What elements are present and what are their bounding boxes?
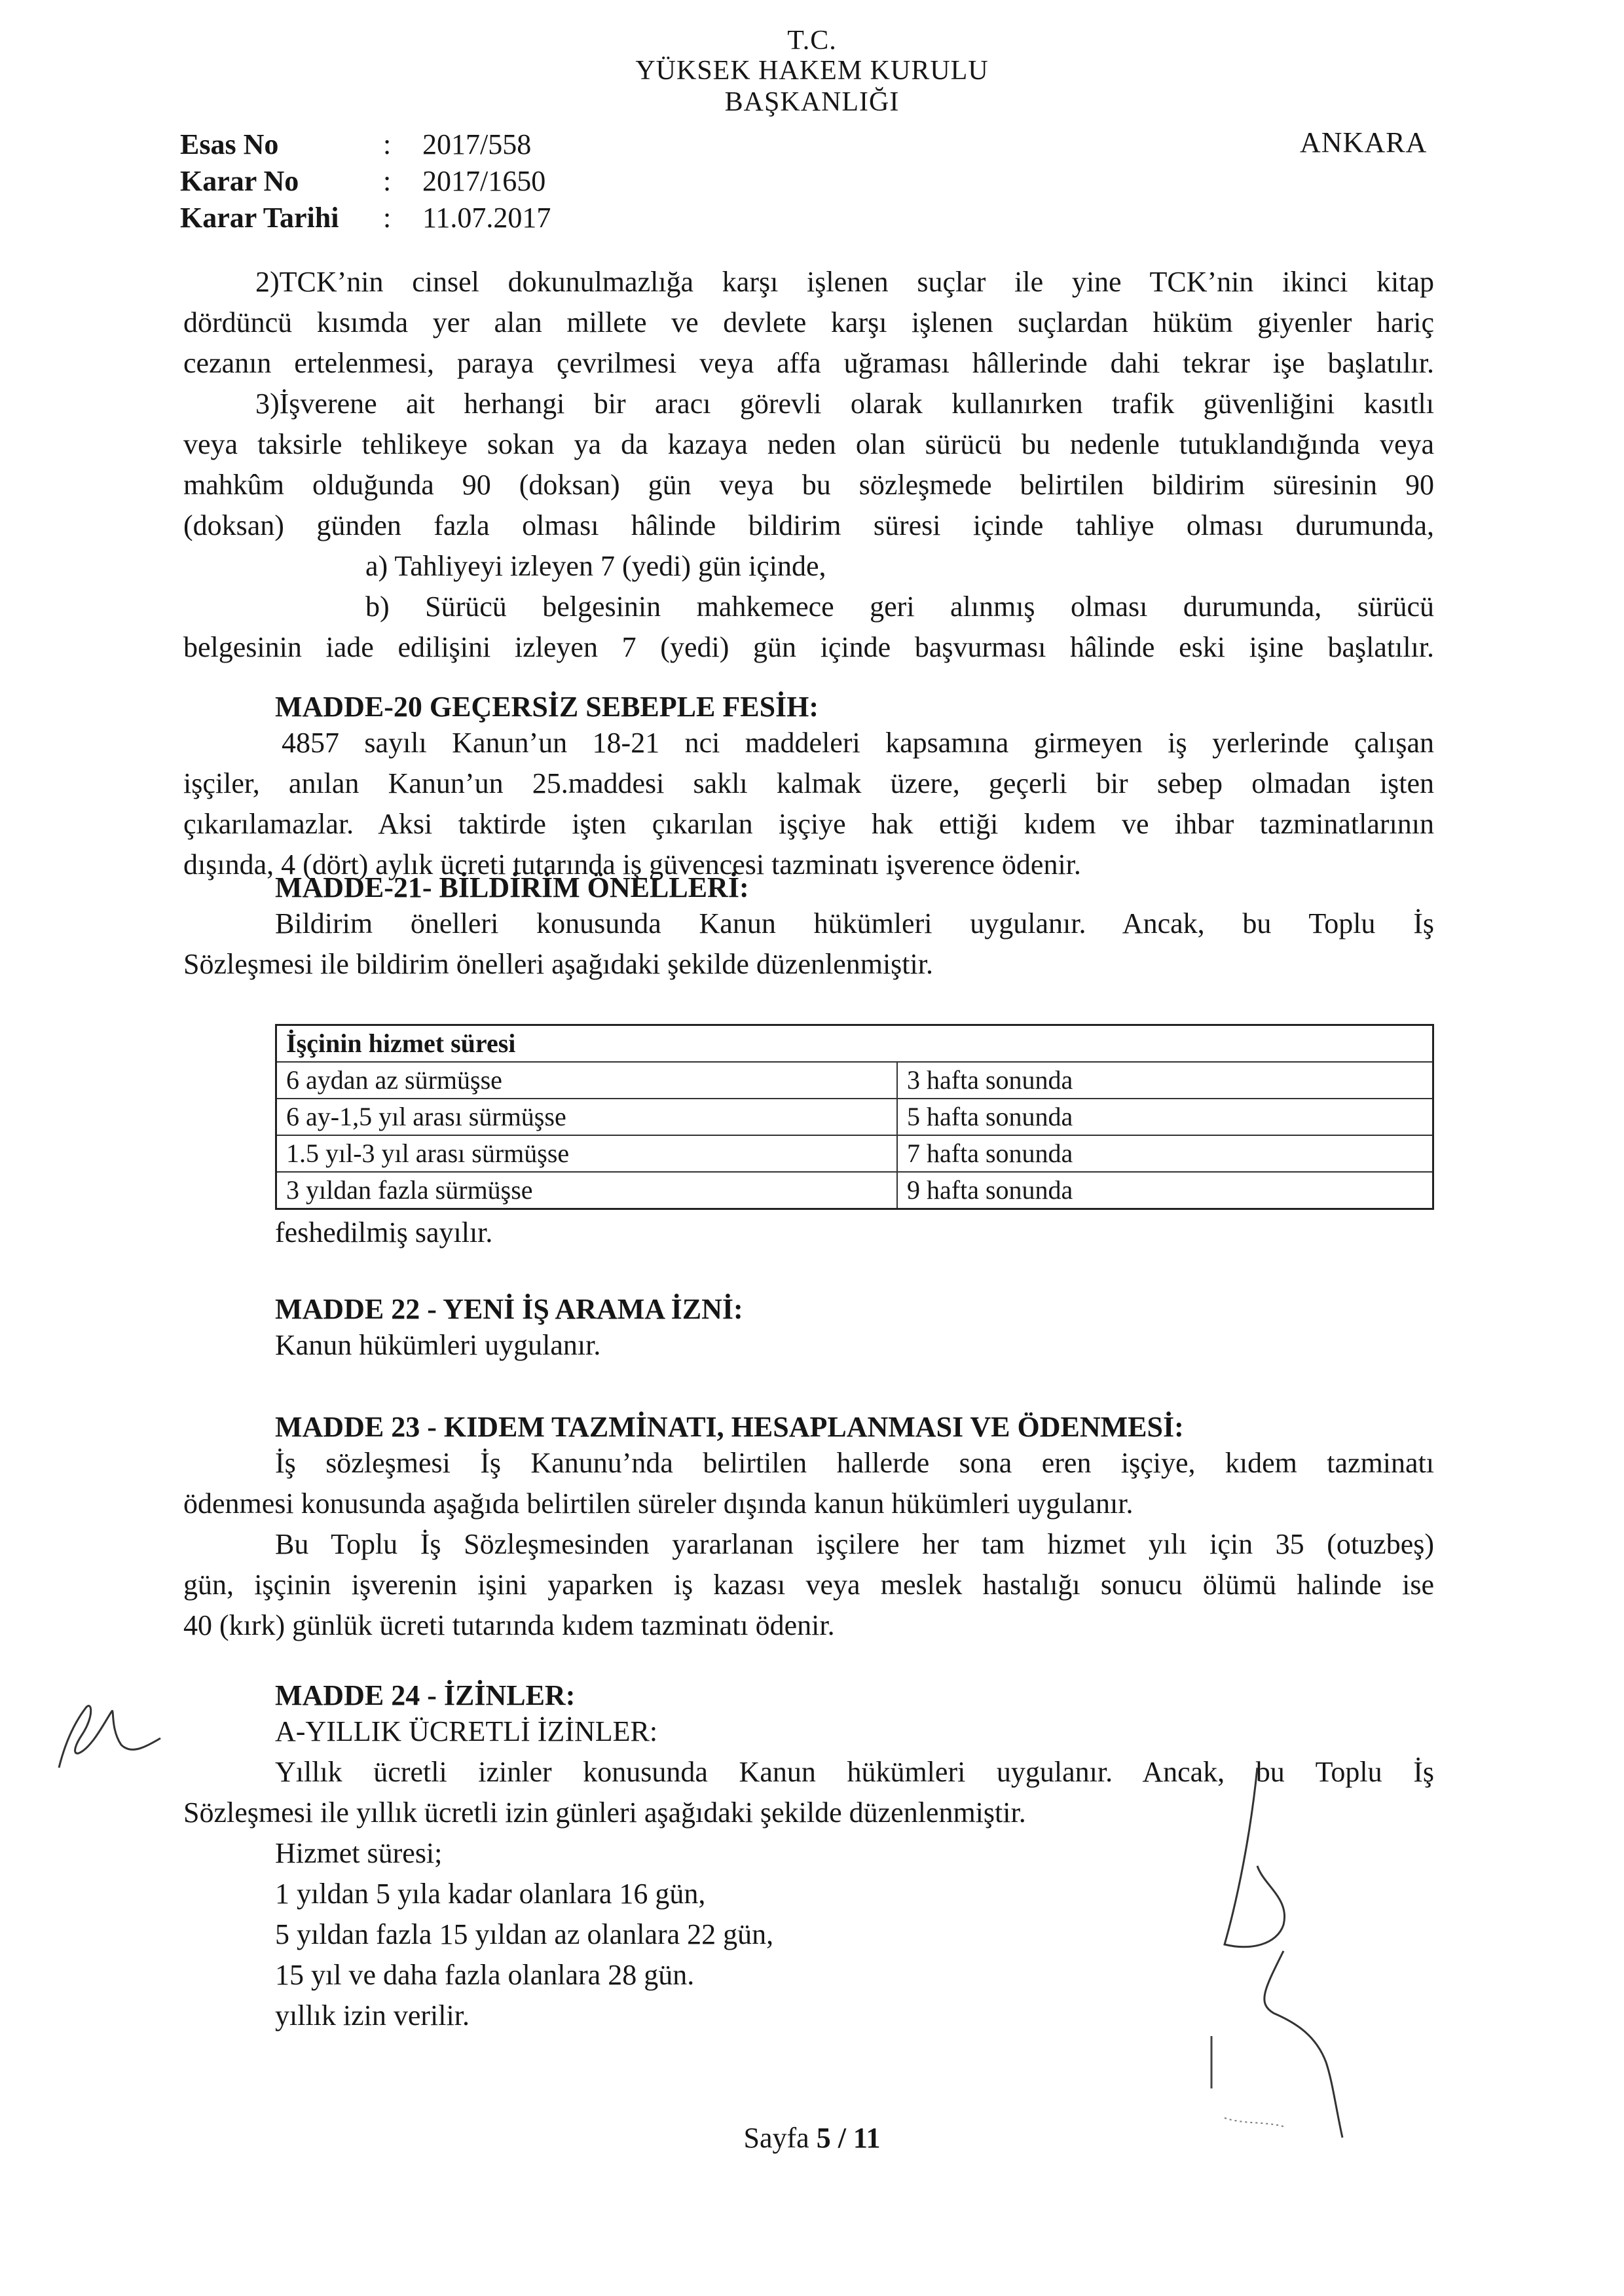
- meta-row-esas: [180, 128, 769, 164]
- list-item: yıllık izin verilir.: [275, 1999, 470, 2032]
- item-b: [183, 587, 1434, 668]
- table-cell-notice: 7 hafta sonunda: [897, 1135, 1433, 1172]
- article-21-body: [183, 903, 1434, 985]
- table-cell-duration: 6 aydan az sürmüşse: [276, 1062, 898, 1099]
- meta-colon: :: [383, 202, 392, 234]
- paragraph-3: [183, 384, 1434, 546]
- handwritten-signature: [1185, 1755, 1421, 2147]
- paragraph-2: [183, 262, 1434, 384]
- table-cell-notice: 5 hafta sonunda: [897, 1099, 1433, 1135]
- table-row: [276, 1062, 1433, 1099]
- header-tc: T.C.: [787, 26, 837, 56]
- meta-colon: :: [383, 165, 392, 197]
- text-line: dördüncü kısımda yer alan millete ve devlete karşı işlenen suçlardan hüküm giyenler hariç: [183, 306, 1434, 338]
- text-line: Sözleşmesi ile yıllık ücretli izin günleri aşağıdaki şekilde düzenlenmiştir.: [183, 1796, 1026, 1829]
- table-row: [276, 1135, 1433, 1172]
- meta-row-karar: [180, 165, 769, 200]
- handwritten-initial-mark: [46, 1683, 170, 1781]
- page-current: 5: [816, 2122, 831, 2154]
- article-22-title: MADDE 22 - YENİ İŞ ARAMA İZNİ:: [275, 1293, 743, 1325]
- text-line: belgesinin iade edilişini izleyen 7 (yedi) gün içinde başvurması hâlinde eski işine başlatılır.: [183, 631, 1434, 663]
- article-24-subtitle: A-YILLIK ÜCRETLİ İZİNLER:: [275, 1715, 658, 1747]
- article-24-title: MADDE 24 - İZİNLER:: [275, 1679, 576, 1711]
- text-line: Sözleşmesi ile bildirim önelleri aşağıdaki şekilde düzenlenmiştir.: [183, 948, 933, 980]
- text-line: cezanın ertelenmesi, paraya çevrilmesi veya affa uğraması hâllerinde dahi tekrar işe başlatılır.: [183, 347, 1434, 379]
- page-total: 11: [853, 2122, 881, 2154]
- table-cell-duration: 1.5 yıl-3 yıl arası sürmüşse: [276, 1135, 898, 1172]
- case-meta: [180, 128, 769, 240]
- meta-row-tarih: [180, 202, 769, 237]
- text-line: veya taksirle tehlikeye sokan ya da kazaya neden olan sürücü bu nedenle tutuklandığında veya: [183, 428, 1434, 460]
- article-20-body: [183, 723, 1434, 885]
- text-line: işçiler, anılan Kanun’un 25.maddesi saklı kalmak üzere, geçerli bir sebep olmadan işten: [183, 767, 1434, 799]
- header-institution: YÜKSEK HAKEM KURULU: [635, 56, 989, 86]
- leave-list: [275, 1833, 1126, 2036]
- text-line: gün, işçinin işverenin işini yaparken iş kazası veya meslek hastalığı sonucu ölümü halinde ise: [183, 1569, 1434, 1601]
- table-cell-notice: 3 hafta sonunda: [897, 1062, 1433, 1099]
- page-separator: /: [838, 2122, 846, 2154]
- meta-colon: :: [383, 128, 392, 160]
- text-line: ödenmesi konusunda aşağıda belirtilen süreler dışında kanun hükümleri uygulanır.: [183, 1487, 1134, 1520]
- meta-label: Karar No: [180, 165, 299, 197]
- meta-value: 2017/558: [422, 128, 532, 160]
- list-item: Hizmet süresi;: [275, 1837, 443, 1869]
- text-line: b) Sürücü belgesinin mahkemece geri alınmış olması durumunda, sürücü: [365, 591, 1434, 623]
- meta-label: Esas No: [180, 128, 279, 160]
- text-line: İş sözleşmesi İş Kanunu’nda belirtilen hallerde sona eren işçiye, kıdem tazminatı: [275, 1447, 1434, 1479]
- notice-period-table: [275, 1024, 1434, 1210]
- page-number: [0, 2121, 1624, 2155]
- meta-value: 2017/1650: [422, 165, 546, 197]
- meta-value: 11.07.2017: [422, 202, 551, 234]
- text-line: 40 (kırk) günlük ücreti tutarında kıdem tazminatı ödenir.: [183, 1609, 835, 1641]
- article-20-title: MADDE-20 GEÇERSİZ SEBEPLE FESİH:: [275, 691, 819, 723]
- text-line: 3)İşverene ait herhangi bir aracı görevli olarak kullanırken trafik güvenliğini kasıtlı: [255, 388, 1434, 420]
- article-23-title: MADDE 23 - KIDEM TAZMİNATI, HESAPLANMASI VE ÖDENMESİ:: [275, 1411, 1184, 1443]
- article-21-title: MADDE-21- BİLDİRİM ÖNELLERİ:: [275, 871, 749, 903]
- article-23-body: [183, 1443, 1434, 1646]
- text-line: Yıllık ücretli izinler konusunda Kanun hükümleri uygulanır. Ancak, bu Toplu İş: [275, 1756, 1434, 1788]
- list-item: 1 yıldan 5 yıla kadar olanlara 16 gün,: [275, 1878, 706, 1910]
- text-line: çıkarılamazlar. Aksi taktirde işten çıkarılan işçiye hak ettiği kıdem ve ihbar tazminatlarının: [183, 808, 1434, 840]
- header-city: ANKARA: [1300, 126, 1428, 158]
- text-line: dışında, 4 (dört) aylık ücreti tutarında iş güvencesi tazminatı işverence ödenir.: [183, 848, 1081, 881]
- list-item: 15 yıl ve daha fazla olanlara 28 gün.: [275, 1959, 695, 1991]
- text-line: 4857 sayılı Kanun’un 18-21 nci maddeleri kapsamına girmeyen iş yerlerinde çalışan: [282, 727, 1434, 759]
- table-cell-notice: 9 hafta sonunda: [897, 1172, 1433, 1209]
- text-line: mahkûm olduğunda 90 (doksan) gün veya bu sözleşmede belirtilen bildirim süresinin 90: [183, 469, 1434, 501]
- table-row: [276, 1099, 1433, 1135]
- article-22-body: Kanun hükümleri uygulanır.: [275, 1329, 601, 1361]
- meta-label: Karar Tarihi: [180, 202, 339, 234]
- article-21-after: feshedilmiş sayılır.: [275, 1216, 493, 1248]
- item-a: a) Tahliyeyi izleyen 7 (yedi) gün içinde,: [365, 550, 826, 582]
- text-line: Bildirim önelleri konusunda Kanun hükümleri uygulanır. Ancak, bu Toplu İş: [275, 907, 1434, 939]
- table-cell-duration: 3 yıldan fazla sürmüşse: [276, 1172, 898, 1209]
- table-row: [276, 1172, 1433, 1209]
- text-line: (doksan) günden fazla olması hâlinde bildirim süresi içinde tahliye olması durumunda,: [183, 509, 1434, 541]
- text-line: 2)TCK’nin cinsel dokunulmazlığa karşı işlenen suçlar ile yine TCK’nin ikinci kitap: [255, 266, 1434, 298]
- table-header: İşçinin hizmet süresi: [276, 1025, 1433, 1063]
- table-cell-duration: 6 ay-1,5 yıl arası sürmüşse: [276, 1099, 898, 1135]
- text-line: Bu Toplu İş Sözleşmesinden yararlanan işçilere her tam hizmet yılı için 35 (otuzbeş): [275, 1528, 1434, 1560]
- page-label: Sayfa: [743, 2122, 809, 2154]
- list-item: 5 yıldan fazla 15 yıldan az olanlara 22 gün,: [275, 1918, 774, 1950]
- header-department: BAŞKANLIĞI: [724, 87, 900, 117]
- table-header-row: [276, 1025, 1433, 1063]
